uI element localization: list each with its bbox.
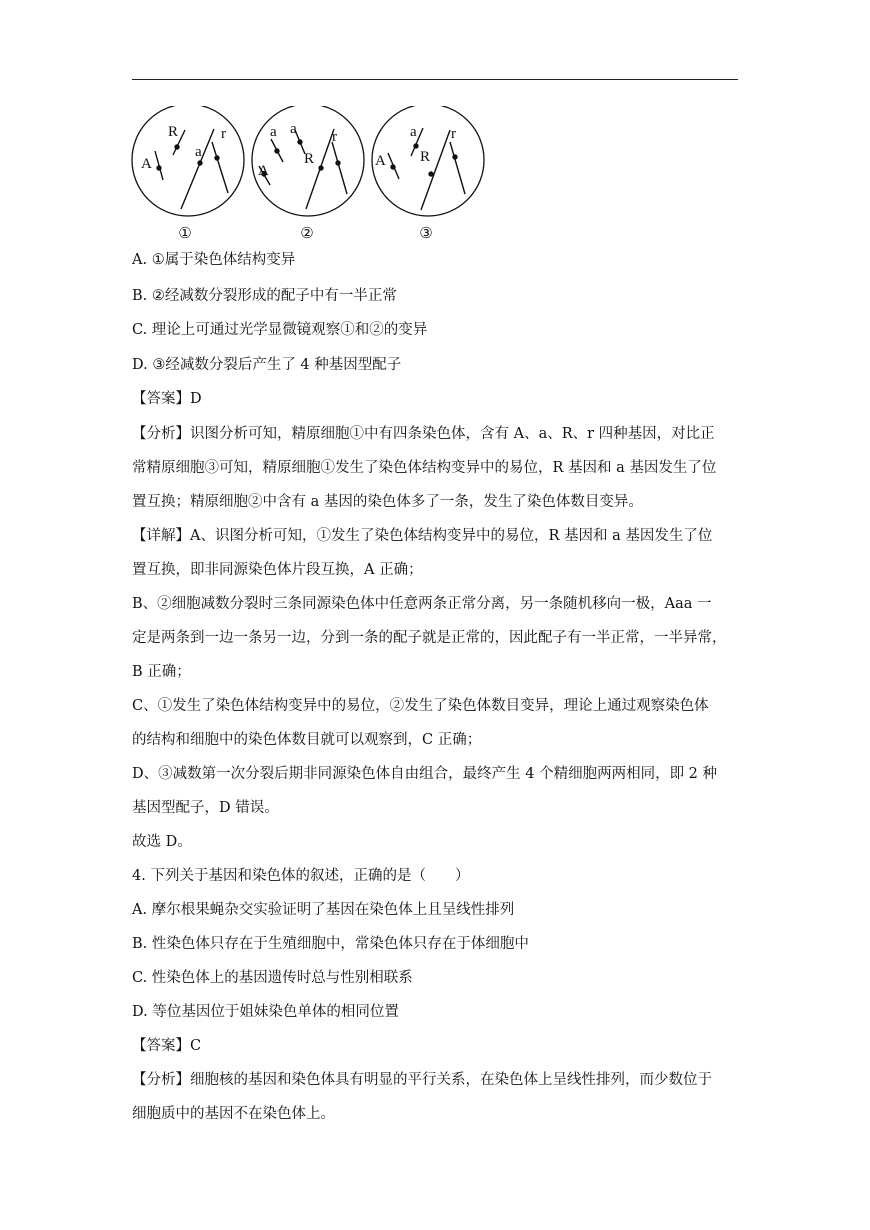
q3-detail-line: 的结构和细胞中的染色体数目就可以观察到，C 正确； xyxy=(132,732,482,748)
cell-2-chromosome xyxy=(332,142,347,194)
cell-1-chromosome xyxy=(181,129,214,209)
cell-3-chromosome xyxy=(450,142,465,194)
gene-label: r xyxy=(451,126,456,142)
gene-label: a xyxy=(410,124,417,140)
gene-label: a xyxy=(270,124,277,140)
q3-analysis-line: 【分析】识图分析可知，精原细胞①中有四条染色体，含有 A、a、R、r 四种基因，对比正 xyxy=(132,426,715,442)
cell-1-chromosome xyxy=(212,142,228,193)
q4-option-b: B. 性染色体只存在于生殖细胞中，常染色体只存在于体细胞中 xyxy=(132,936,529,952)
q3-answer: 【答案】D xyxy=(132,391,202,407)
q3-detail-line: 置互换，即非同源染色体片段互换，A 正确； xyxy=(132,562,423,578)
q4-option-a: A. 摩尔根果蝇杂交实验证明了基因在染色体上且呈线性排列 xyxy=(132,902,515,918)
q4-stem: 4. 下列关于基因和染色体的叙述，正确的是（ ） xyxy=(132,868,470,884)
q3-analysis-line: 置互换；精原细胞②中含有 a 基因的染色体多了一条，发生了染色体数目变异。 xyxy=(132,494,643,510)
q4-answer: 【答案】C xyxy=(132,1038,202,1054)
q3-detail-line: C、①发生了染色体结构变异中的易位，②发生了染色体数目变异，理论上通过观察染色体 xyxy=(132,698,709,714)
q3-option-d: D. ③经减数分裂后产生了 4 种基因型配子 xyxy=(132,357,402,373)
cell-2-label: ② xyxy=(300,224,314,242)
gene-label: A xyxy=(258,163,269,179)
gene-label: a xyxy=(195,144,202,160)
q4-analysis-line: 细胞质中的基因不在染色体上。 xyxy=(132,1106,335,1122)
gene-label: A xyxy=(141,156,152,172)
q4-option-d: D. 等位基因位于姐妹染色单体的相同位置 xyxy=(132,1004,399,1020)
q3-option-b: B. ②经减数分裂形成的配子中有一半正常 xyxy=(132,288,397,304)
cell-3-chromosome xyxy=(421,130,450,210)
gene-label: R xyxy=(304,151,315,167)
q3-detail-line: 定是两条到一边一条另一边，分到一条的配子就是正常的，因此配子有一半正常，一半异常， xyxy=(132,630,727,646)
cell-3-label: ③ xyxy=(419,224,433,242)
q4-analysis-line: 【分析】细胞核的基因和染色体具有明显的平行关系，在染色体上呈线性排列，而少数位于 xyxy=(132,1072,712,1088)
q3-option-c: C. 理论上可通过光学显微镜观察①和②的变异 xyxy=(132,322,428,338)
q3-conclusion: 故选 D。 xyxy=(132,834,192,850)
gene-label: r xyxy=(221,126,226,142)
q3-analysis-line: 常精原细胞③可知，精原细胞①发生了染色体结构变异中的易位，R 基因和 a 基因发生了位 xyxy=(132,460,717,476)
gene-label: R xyxy=(420,149,431,165)
q3-detail-line: 【详解】A、识图分析可知，①发生了染色体结构变异中的易位，R 基因和 a 基因发生了位 xyxy=(132,528,713,544)
q3-option-a: A. ①属于染色体结构变异 xyxy=(132,252,296,268)
cell-1-label: ① xyxy=(178,224,192,242)
gene-label: R xyxy=(168,124,179,140)
header-rule xyxy=(132,79,738,80)
q4-option-c: C. 性染色体上的基因遗传时总与性别相联系 xyxy=(132,970,413,986)
gene-label: a xyxy=(290,121,297,137)
gene-label: A xyxy=(375,153,386,169)
q3-detail-line: B、②细胞减数分裂时三条同源染色体中任意两条正常分离，另一条随机移向一极，Aaa 一 xyxy=(132,596,712,612)
gene-label: r xyxy=(332,129,337,145)
q3-detail-line: B 正确； xyxy=(132,664,191,680)
cell-diagram xyxy=(128,106,498,246)
q3-detail-line: D、③减数第一次分裂后期非同源染色体自由组合，最终产生 4 个精细胞两两相同，即 2 种 xyxy=(132,766,718,782)
q3-detail-line: 基因型配子，D 错误。 xyxy=(132,800,279,816)
